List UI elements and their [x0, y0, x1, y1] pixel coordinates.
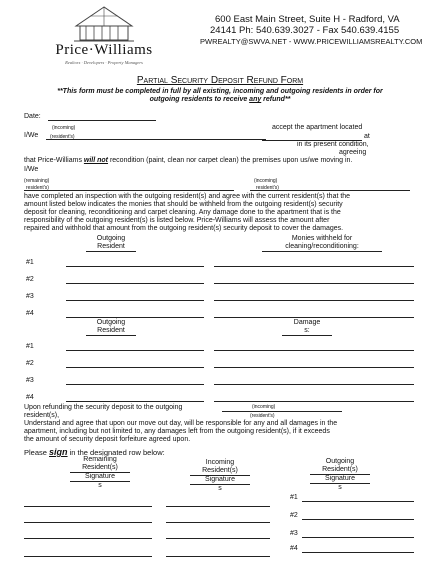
accept-text-1: accept the apartment located	[272, 124, 363, 131]
table2-row-damage[interactable]	[214, 384, 414, 385]
sig-remaining-2[interactable]	[24, 522, 152, 523]
table2-row-resident[interactable]	[66, 401, 204, 402]
table2-row-resident[interactable]	[66, 367, 204, 368]
sig-incoming-4[interactable]	[166, 556, 270, 557]
sig-col-remaining: Remaining Resident(s) Signature s	[70, 456, 130, 490]
incoming-residents-field[interactable]	[46, 139, 266, 140]
table2-row-label: #3	[26, 377, 34, 384]
refund-residents-hint: (resident's)	[250, 413, 275, 419]
sig-outgoing-1[interactable]	[302, 501, 414, 502]
incoming-hint: (incoming)	[52, 125, 76, 131]
sig-incoming-3[interactable]	[166, 538, 270, 539]
remaining-hint: (remaining)	[24, 178, 50, 184]
form-title: Partial Security Deposit Refund Form	[136, 75, 304, 86]
table1-row-amount[interactable]	[214, 283, 414, 284]
address-line-2: 24141 Ph: 540.639.3027 - Fax 540.639.4155	[210, 25, 400, 36]
table2-row-label: #1	[26, 343, 34, 350]
table1-row-label: #2	[26, 276, 34, 283]
address-line-1: 600 East Main Street, Suite H - Radford, VA	[215, 14, 400, 25]
sig-row-label: #3	[290, 530, 298, 537]
house-logo-icon	[48, 4, 160, 44]
sig-col-incoming: Incoming Resident(s) Signature s	[190, 459, 250, 493]
table2-row-resident[interactable]	[66, 350, 204, 351]
refund-incoming-field[interactable]	[222, 411, 342, 412]
sig-outgoing-3[interactable]	[302, 537, 414, 538]
table1-row-label: #3	[26, 293, 34, 300]
refund-text-2: resident(s),	[24, 412, 60, 419]
recondition-text: that Price-Williams will not recondition (paint, clean nor carpet clean) the premises upon us/we moving in.	[24, 157, 353, 164]
table1-row-resident[interactable]	[66, 300, 204, 301]
table2-row-damage[interactable]	[214, 401, 414, 402]
table2-row-damage[interactable]	[214, 367, 414, 368]
iwe-label: I/We	[24, 132, 39, 139]
refund-text-1: Upon refunding the security deposit to the outgoing	[24, 404, 183, 411]
table1-row-amount[interactable]	[214, 317, 414, 318]
accept-text-2: in its present condition,	[297, 141, 369, 148]
date-field[interactable]	[48, 120, 156, 121]
residents-hint: (resident's)	[50, 134, 75, 140]
accept-text-3: agreeing	[339, 149, 367, 156]
sig-incoming-1[interactable]	[166, 506, 270, 507]
sig-remaining-4[interactable]	[24, 556, 152, 557]
table1-row-label: #4	[26, 310, 34, 317]
sig-row-label: #2	[290, 512, 298, 519]
table2-row-label: #2	[26, 360, 34, 367]
sig-row-label: #4	[290, 545, 298, 552]
accept-at: at	[364, 133, 370, 140]
remaining-residents-hint: resident's)	[26, 185, 49, 191]
logo	[48, 4, 160, 66]
table2-row-resident[interactable]	[66, 384, 204, 385]
table1-row-amount[interactable]	[214, 266, 414, 267]
sig-remaining-3[interactable]	[24, 538, 152, 539]
company-name: Price·Williams	[55, 42, 153, 58]
table2-col2-header: Damage s:	[282, 319, 332, 336]
table1-row-amount[interactable]	[214, 300, 414, 301]
company-tagline: Realtors · Developers · Property Managers	[65, 60, 143, 65]
refund-incoming-hint: (incoming)	[252, 404, 276, 410]
inspection-paragraph: have completed an inspection with the outgoing resident(s) and agree with the current resident(s) that the amount listed below indicates the monies that should be withheld from the outgoing resident(s) security deposit for cleaning, reconditioning and carpet cleaning. Any damage done to the apartment that is the responsibility of the outgoing resident(s) is listed below. Price-Williams will assess the amount after repaired and withhold that amount from the outgoing resident(s) security deposit to cover the damages.	[24, 193, 351, 232]
remaining-residents-field[interactable]	[24, 190, 234, 191]
table1-row-resident[interactable]	[66, 266, 204, 267]
table1-col2-header: Monies withheld for cleaning/reconditioning:	[262, 235, 382, 252]
sig-col-outgoing: Outgoing Resident(s) Signature s	[310, 458, 370, 492]
table2-col1-header: Outgoing Resident	[86, 319, 136, 336]
form-notice: **This form must be completed in full by all existing, incoming and outgoing residents in order for outgoing residents to receive any refund**	[57, 88, 383, 103]
incoming2-hint: (incoming)	[254, 178, 278, 184]
table2-row-damage[interactable]	[214, 350, 414, 351]
table1-col1-header: Outgoing Resident	[86, 235, 136, 252]
date-label: Date:	[24, 113, 41, 120]
agreement-paragraph: Understand and agree that upon our move out day, will be responsible for any and all damages in the apartment, including but not limited to, any damages left from the outgoing resident(s), if it exceeds the amount of security deposit forfeiture agreed upon.	[24, 420, 338, 443]
iwe2-label: I/We	[24, 166, 39, 173]
incoming-residents-hint: resident's)	[256, 185, 279, 191]
sig-incoming-2[interactable]	[166, 522, 270, 523]
sign-instruction: Please sign in the designated row below:	[24, 447, 165, 457]
table1-row-resident[interactable]	[66, 283, 204, 284]
address-line-3: PWREALTY@SWVA.NET - WWW.PRICEWILLIAMSREALTY.COM	[200, 37, 423, 46]
table1-row-label: #1	[26, 259, 34, 266]
sig-outgoing-2[interactable]	[302, 519, 414, 520]
table2-row-label: #4	[26, 394, 34, 401]
sig-row-label: #1	[290, 494, 298, 501]
table1-row-resident[interactable]	[66, 317, 204, 318]
company-address	[200, 14, 430, 47]
sig-outgoing-4[interactable]	[302, 552, 414, 553]
sig-remaining-1[interactable]	[24, 506, 152, 507]
